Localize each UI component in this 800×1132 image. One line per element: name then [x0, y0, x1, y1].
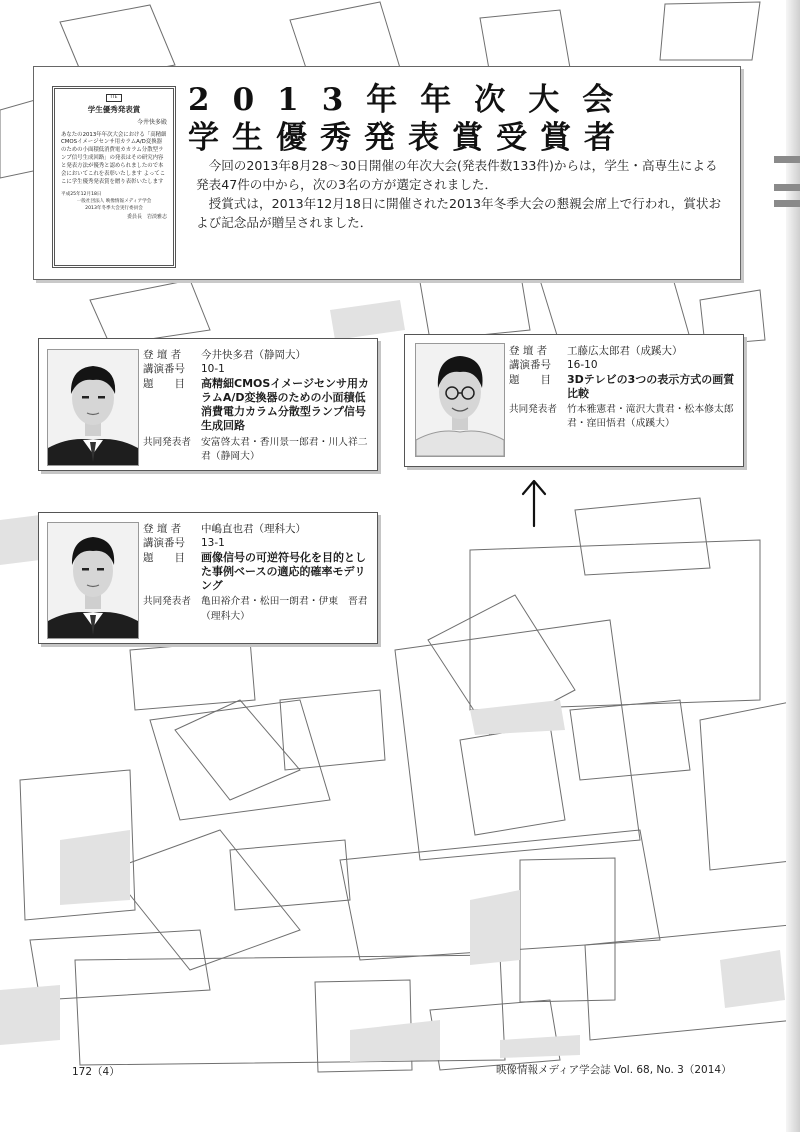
winner-card-kudo — [404, 334, 744, 467]
winner-info — [143, 522, 369, 624]
coauthors: 安富啓太君・香川景一郎君・川人祥二君（静岡大） — [201, 436, 368, 463]
presenter-label: 登 壇 者 — [509, 345, 548, 357]
person-portrait-icon — [416, 344, 504, 456]
certificate-date: 平成25年12月18日 — [61, 192, 102, 198]
presenter-name: 中嶋直也君（理科大） — [201, 523, 306, 535]
coauthors-label: 共同発表者 — [509, 404, 557, 416]
title-label: 題 目 — [143, 377, 185, 390]
ite-logo: ITE — [106, 94, 122, 102]
journal-citation: 映像情報メディア学会誌 Vol. 68, No. 3（2014） — [496, 1064, 732, 1076]
intro-text — [196, 156, 730, 232]
page-title-line2: 学生優秀発表賞受賞者 — [188, 120, 628, 156]
title-label: 題 目 — [143, 551, 185, 564]
talk-number: 10-1 — [201, 363, 225, 376]
intro-paragraph-1: 今回の2013年8月28～30日開催の年次大会(発表件数133件)からは，学生・高専生による発表47件の中から，次の3名の方が選定されました． — [196, 158, 718, 192]
number-label: 講演番号 — [143, 537, 185, 550]
award-certificate — [52, 86, 176, 268]
certificate-org-line1: 一般社団法人 映像情報メディア学会 — [76, 199, 152, 205]
presenter-label: 登 壇 者 — [143, 349, 182, 361]
presenter-name: 工藤広太郎君（成蹊大） — [567, 345, 683, 357]
title-label: 題 目 — [509, 373, 551, 386]
number-label: 講演番号 — [509, 359, 551, 372]
page-edge-shadow — [786, 0, 800, 1132]
coauthors-label: 共同発表者 — [143, 436, 191, 448]
page-tab-marker — [774, 184, 800, 191]
certificate-title: 学生優秀発表賞 — [87, 105, 141, 114]
intro-paragraph-2: 授賞式は，2013年12月18日に開催された2013年冬季大会の懇親会席上で行われ，賞状および記念品が贈呈されました． — [196, 196, 722, 230]
talk-number: 13-1 — [201, 537, 225, 550]
winner-photo — [47, 349, 139, 466]
up-arrow-icon — [518, 478, 550, 528]
talk-title: 画像信号の可逆符号化を目的とした事例ベースの適応的確率モデリング — [201, 550, 366, 593]
coauthors: 竹本雅憲君・滝沢大貴君・松本修太郎君・窪田悟君（成蹊大） — [567, 404, 734, 430]
winner-photo — [47, 522, 139, 639]
talk-title: 高精細CMOSイメージセンサ用カラムA/D変換器のための小面積低消費電力カラム分散型ランプ信号生成回路 — [201, 376, 369, 433]
certificate-recipient: 今井快多殿 — [136, 118, 167, 126]
certificate-org-line2: 2013年冬季大会実行委員会 — [85, 205, 143, 211]
page-number: 172（4） — [72, 1066, 120, 1078]
talk-title: 3Dテレビの3つの表示方式の画質比較 — [567, 372, 735, 400]
winner-photo — [415, 343, 505, 457]
winner-card-imai — [38, 338, 378, 471]
page-title-line1: 2013年年次大会 — [188, 82, 637, 118]
winner-info — [143, 348, 369, 464]
certificate-signature: 委員長 岩淡雅志 — [126, 214, 167, 221]
winner-info — [509, 344, 735, 432]
presenter-name: 今井快多君（静岡大） — [201, 349, 306, 361]
coauthors: 亀田裕介君・松田一朗君・伊東 晋君（理科大） — [201, 596, 368, 622]
number-label: 講演番号 — [143, 363, 185, 376]
presenter-label: 登 壇 者 — [143, 523, 182, 535]
certificate-body: あなたの2013年年次大会における「高精細CMOSイメージセンサ用カラムA/D変換器のための小面積低消費電カカラム分散型ランプ信号生成回路」の発表はその研究内容と発表方法が優秀と認められましたので本会においてこれを表彰いたします よってここに学生優秀発表賞を贈り表彰いたします — [61, 131, 167, 185]
talk-number: 16-10 — [567, 359, 598, 372]
person-portrait-icon — [48, 350, 138, 465]
page-tab-marker — [774, 200, 800, 207]
winner-card-nakajima — [38, 512, 378, 644]
person-portrait-icon — [48, 523, 138, 638]
coauthors-label: 共同発表者 — [143, 596, 191, 608]
page-tab-marker — [774, 156, 800, 163]
